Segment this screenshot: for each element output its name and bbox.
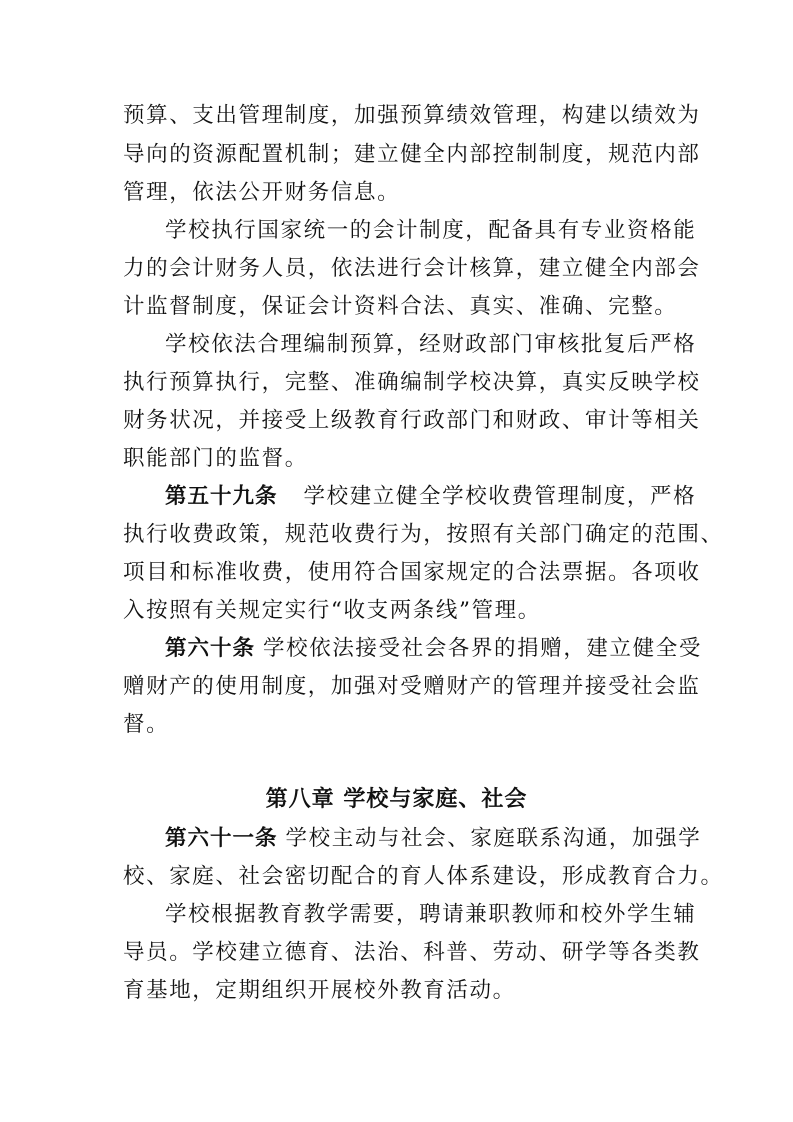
article-text: 学校建立健全学校收费管理制度，严格 (303, 484, 697, 509)
paragraph-line: 导员。学校建立德育、法治、科普、劳动、研学等各类教 (123, 940, 701, 965)
article-title: 第六十一条 (165, 826, 278, 851)
paragraph-line: 学校依法合理编制预算，经财政部门审核批复后严格 (165, 332, 697, 357)
paragraph-line: 赠财产的使用制度，加强对受赠财产的管理并接受社会监 (123, 674, 701, 699)
paragraph-line: 学校根据教育教学需要，聘请兼职教师和校外学生辅 (165, 902, 697, 927)
paragraph-line: 育基地，定期组织开展校外教育活动。 (123, 978, 516, 1003)
paragraph-line: 力的会计财务人员，依法进行会计核算，建立健全内部会 (123, 256, 701, 281)
article-title: 第五十九条 (165, 484, 278, 509)
article-title: 第六十条 (165, 636, 256, 661)
paragraph-line: 入按照有关规定实行“收支两条线”管理。 (123, 598, 541, 623)
paragraph-line: 项目和标准收费，使用符合国家规定的合法票据。各项收 (123, 560, 701, 585)
paragraph-line: 管理，依法公开财务信息。 (123, 180, 401, 205)
paragraph-line: 财务状况，并接受上级教育行政部门和财政、审计等相关 (123, 408, 701, 433)
paragraph-line: 校、家庭、社会密切配合的育人体系建设，形成教育合力。 (123, 864, 724, 889)
paragraph-line: 预算、支出管理制度，加强预算绩效管理，构建以绩效为 (123, 103, 701, 128)
paragraph-line: 督。 (123, 712, 170, 737)
paragraph-line: 职能部门的监督。 (123, 446, 308, 471)
paragraph-line: 执行收费政策，规范收费行为，按照有关部门确定的范围、 (123, 522, 724, 547)
article-first-line (165, 825, 702, 853)
paragraph-line: 执行预算执行，完整、准确编制学校决算，真实反映学校 (123, 370, 701, 395)
article-text: 学校依法接受社会各界的捐赠，建立健全受 (263, 636, 702, 661)
paragraph-line: 导向的资源配置机制；建立健全内部控制制度，规范内部 (123, 142, 701, 167)
article-first-line (165, 635, 702, 663)
article-first-line (165, 483, 697, 511)
chapter-heading: 第八章 学校与家庭、社会 (265, 787, 528, 812)
paragraph-line: 计监督制度，保证会计资料合法、真实、准确、完整。 (123, 294, 678, 319)
article-text: 学校主动与社会、家庭联系沟通，加强学 (285, 826, 702, 851)
paragraph-line: 学校执行国家统一的会计制度，配备具有专业资格能 (165, 218, 697, 243)
